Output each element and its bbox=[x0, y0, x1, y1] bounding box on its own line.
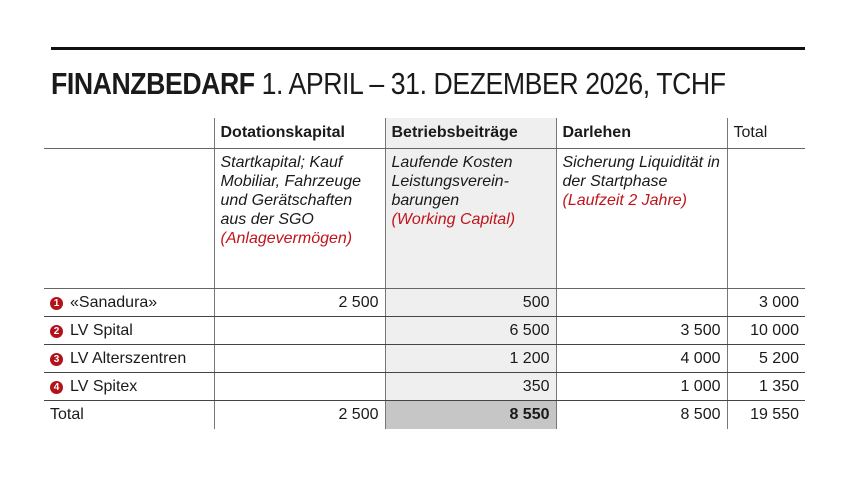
desc-note: (Working Capital) bbox=[391, 211, 516, 228]
desc-text: Startkapital; Kauf Mobiliar, Fahrzeuge und Gerätschaften aus der SGO bbox=[220, 154, 362, 228]
cell-dotationskapital: 2 500 bbox=[214, 289, 385, 317]
cell-betriebsbeitraege: 1 200 bbox=[385, 345, 556, 373]
cell-darlehen: 3 500 bbox=[556, 317, 727, 345]
table-row bbox=[44, 373, 805, 401]
header-empty bbox=[44, 118, 214, 149]
cell-total: 1 350 bbox=[727, 373, 805, 401]
cell-dotationskapital bbox=[214, 345, 385, 373]
desc-betriebsbeitraege bbox=[385, 149, 556, 289]
row-label bbox=[44, 373, 214, 401]
desc-darlehen bbox=[556, 149, 727, 289]
title-rest: 1. APRIL – 31. DEZEMBER 2026, TCHF bbox=[254, 66, 726, 101]
desc-total bbox=[727, 149, 805, 289]
row-label bbox=[44, 345, 214, 373]
cell-darlehen: 1 000 bbox=[556, 373, 727, 401]
top-rule bbox=[51, 47, 805, 50]
table-row bbox=[44, 345, 805, 373]
desc-empty bbox=[44, 149, 214, 289]
total-darlehen: 8 500 bbox=[556, 401, 727, 430]
total-dotationskapital: 2 500 bbox=[214, 401, 385, 430]
table-row bbox=[44, 289, 805, 317]
number-badge-icon: 2 bbox=[50, 325, 63, 338]
number-badge-icon: 3 bbox=[50, 353, 63, 366]
cell-betriebsbeitraege: 500 bbox=[385, 289, 556, 317]
total-betriebsbeitraege: 8 550 bbox=[385, 401, 556, 430]
total-total: 19 550 bbox=[727, 401, 805, 430]
header-dotationskapital: Dotationskapital bbox=[214, 118, 385, 149]
desc-text: Sicherung Liquidität in der Startphase bbox=[562, 154, 720, 190]
cell-darlehen bbox=[556, 289, 727, 317]
title-bold: FINANZBEDARF bbox=[51, 66, 255, 101]
row-label-text: LV Alterszentren bbox=[70, 350, 187, 367]
header-betriebsbeitraege: Betriebsbeiträge bbox=[385, 118, 556, 149]
row-label bbox=[44, 317, 214, 345]
cell-total: 3 000 bbox=[727, 289, 805, 317]
desc-note: (Laufzeit 2 Jahre) bbox=[562, 192, 688, 209]
description-row bbox=[44, 149, 805, 289]
total-row bbox=[44, 401, 805, 430]
table-row bbox=[44, 317, 805, 345]
header-darlehen: Darlehen bbox=[556, 118, 727, 149]
row-label-text: LV Spitex bbox=[70, 378, 138, 395]
cell-betriebsbeitraege: 6 500 bbox=[385, 317, 556, 345]
finance-table bbox=[44, 118, 805, 429]
row-label-text: «Sanadura» bbox=[70, 294, 158, 311]
cell-darlehen: 4 000 bbox=[556, 345, 727, 373]
desc-dotationskapital bbox=[214, 149, 385, 289]
cell-total: 5 200 bbox=[727, 345, 805, 373]
total-label: Total bbox=[50, 406, 84, 423]
row-label bbox=[44, 289, 214, 317]
number-badge-icon: 1 bbox=[50, 297, 63, 310]
desc-text: Laufende Kosten Leistungsvereinbarungen bbox=[391, 154, 513, 209]
cell-total: 10 000 bbox=[727, 317, 805, 345]
header-total: Total bbox=[727, 118, 805, 149]
number-badge-icon: 4 bbox=[50, 381, 63, 394]
row-label-text: LV Spital bbox=[70, 322, 133, 339]
page-title bbox=[51, 66, 726, 102]
cell-dotationskapital bbox=[214, 317, 385, 345]
header-row bbox=[44, 118, 805, 149]
desc-note: (Anlagevermögen) bbox=[220, 230, 353, 247]
cell-dotationskapital bbox=[214, 373, 385, 401]
cell-betriebsbeitraege: 350 bbox=[385, 373, 556, 401]
